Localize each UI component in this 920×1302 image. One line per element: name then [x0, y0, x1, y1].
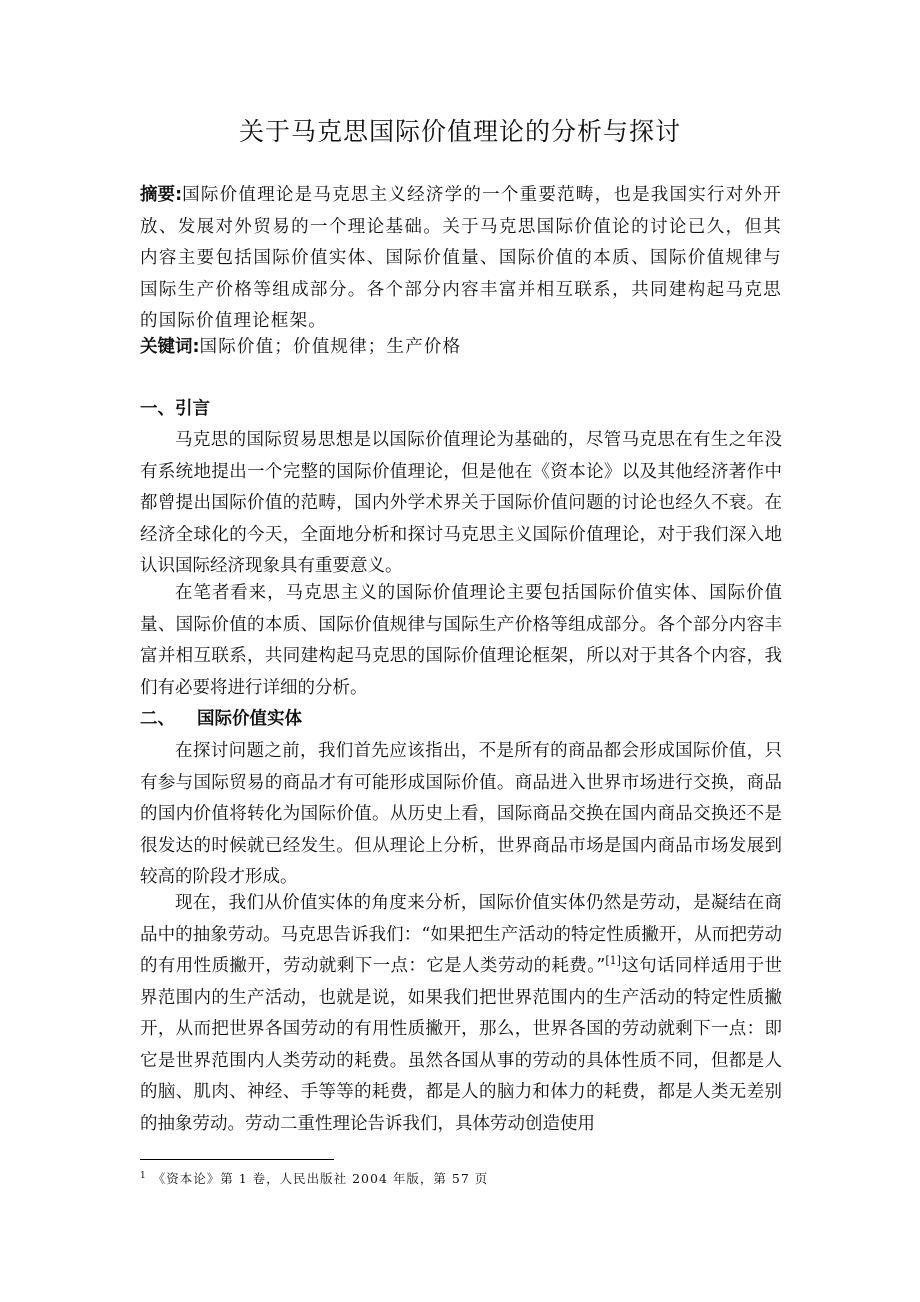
- abstract-text: 国际价值理论是马克思主义经济学的一个重要范畴，也是我国实行对外开放、发展对外贸易的一个理论基础。关于马克思国际价值论的讨论已久，但其内容主要包括国际价值实体、国际价值量、国际价值的本质、国际价值规律与国际生产价格等组成部分。各个部分内容丰富并相互联系，共同建构起马克思的国际价值理论框架。: [140, 185, 782, 331]
- entity-paragraph-2: [140, 888, 782, 1140]
- section-heading-intro: 一、引言: [140, 399, 210, 419]
- footnote: [140, 1170, 488, 1188]
- footnote-text: 《资本论》第 1 卷，人民出版社 2004 年版，第 57 页: [152, 1171, 489, 1186]
- abstract-label: 摘要:: [140, 185, 183, 205]
- keywords: [140, 332, 782, 364]
- keywords-label: 关键词:: [140, 337, 200, 357]
- section-heading-value-entity: [140, 704, 302, 736]
- section-number: 二、: [140, 709, 175, 729]
- entity-paragraph-2-part-1: 现在，我们从价值实体的角度来分析，国际价值实体仍然是劳动，是凝结在商品中的抽象劳动。马克思告诉我们：“如果把生产活动的特定性质撇开，从而把劳动的有用性质撇开，劳动就剩下一点：它是人类劳动的耗费。”: [140, 893, 782, 976]
- keywords-text: 国际价值；价值规律；生产价格: [199, 337, 462, 357]
- section-heading-text: 国际价值实体: [197, 709, 302, 729]
- entity-paragraph-1: 在探讨问题之前，我们首先应该指出，不是所有的商品都会形成国际价值，只有参与国际贸易的商品才有可能形成国际价值。商品进入世界市场进行交换，商品的国内价值将转化为国际价值。从历史上看，国际商品交换在国内商品交换还不是很发达的时候就已经发生。但从理论上分析，世界商品市场是国内商品市场发展到较高的阶段才形成。: [140, 741, 782, 887]
- footnote-divider: [140, 1159, 334, 1160]
- entity-paragraph-2-part-2: 这句话同样适用于世界范围内的生产活动，也就是说，如果我们把世界范围内的生产活动的特定性质撇开，从而把世界各国劳动的有用性质撇开，那么，世界各国的劳动就剩下一点：即它是世界范围内人类劳动的耗费。虽然各国从事的劳动的具体性质不同，但都是人的脑、肌肉、神经、手等等的耗费，都是人的脑力和体力的耗费，都是人类无差别的抽象劳动。劳动二重性理论告诉我们，具体劳动创造使用: [140, 956, 782, 1134]
- footnote-mark: 1: [140, 1170, 147, 1181]
- page-title: 关于马克思国际价值理论的分析与探讨: [238, 117, 681, 146]
- abstract: [140, 180, 782, 338]
- intro-paragraph-1: 马克思的国际贸易思想是以国际价值理论为基础的，尽管马克思在有生之年没有系统地提出一个完整的国际价值理论，但是他在《资本论》以及其他经济著作中都曾提出国际价值的范畴，国内外学术界关于国际价值问题的讨论也经久不衰。在经济全球化的今天，全面地分析和探讨马克思主义国际价值理论，对于我们深入地认识国际经济现象具有重要意义。: [140, 430, 782, 576]
- citation-link[interactable]: [1]: [605, 954, 621, 968]
- intro-paragraph-2: 在笔者看来，马克思主义的国际价值理论主要包括国际价值实体、国际价值量、国际价值的本质、国际价值规律与国际生产价格等组成部分。各个部分内容丰富并相互联系，共同建构起马克思的国际价值理论框架，所以对于其各个内容，我们有必要将进行详细的分析。: [140, 583, 782, 698]
